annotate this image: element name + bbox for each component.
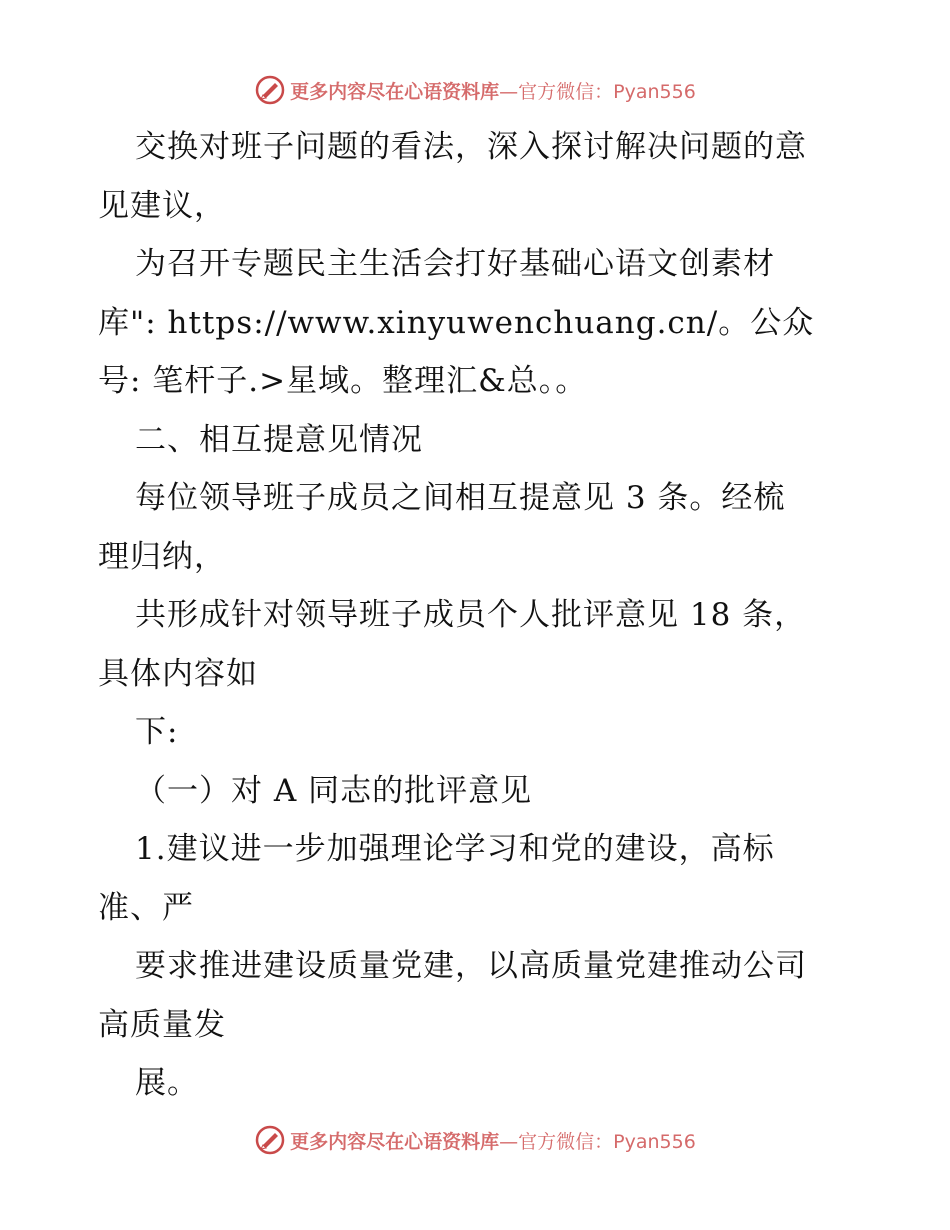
header-banner-text xyxy=(290,77,696,104)
section-heading: 二、相互提意见情况 xyxy=(135,421,423,458)
paragraph-line: 1.建议进一步加强理论学习和党的建设，高标 xyxy=(135,831,775,867)
paragraph-line: 交换对班子问题的看法，深入探讨解决问题的意 xyxy=(135,129,807,165)
header-banner xyxy=(0,70,950,110)
subsection-heading: （一）对 A 同志的批评意见 xyxy=(135,772,533,809)
paragraph-line: 具体内容如 xyxy=(98,655,258,692)
paragraph-line: 为召开专题民主生活会打好基础心语文创素材 xyxy=(135,246,775,282)
paragraph-line: 高质量发 xyxy=(98,1006,226,1043)
header-banner-contact: —官方微信：Pyan556 xyxy=(499,80,696,103)
paragraph-line: 共形成针对领导班子成员个人批评意见 18 条， xyxy=(135,597,807,633)
footer-banner-text xyxy=(290,1127,696,1154)
paragraph-line: 下: xyxy=(135,714,179,750)
header-banner-title: 更多内容尽在心语资料库 xyxy=(290,80,500,103)
paragraph-line: 每位领导班子成员之间相互提意见 3 条。经梳 xyxy=(135,480,786,516)
paragraph-line: 库": https://www.xinyuwenchuang.cn/。公众 xyxy=(98,304,815,341)
paragraph-line: 准、严 xyxy=(98,889,194,926)
pen-seal-icon xyxy=(254,1124,286,1156)
paragraph-line: 见建议， xyxy=(98,187,226,224)
paragraph-line: 理归纳， xyxy=(98,538,226,575)
paragraph-line: 展。 xyxy=(135,1065,199,1101)
paragraph-line: 号: 笔杆子.>星域。整理汇&总。。 xyxy=(98,363,588,399)
paragraph-line: 要求推进建设质量党建，以高质量党建推动公司 xyxy=(135,948,807,984)
pen-seal-icon xyxy=(254,74,286,106)
footer-banner-title: 更多内容尽在心语资料库 xyxy=(290,1130,500,1153)
document-body xyxy=(98,118,858,1113)
footer-banner xyxy=(0,1120,950,1160)
footer-banner-contact: —官方微信：Pyan556 xyxy=(499,1130,696,1153)
